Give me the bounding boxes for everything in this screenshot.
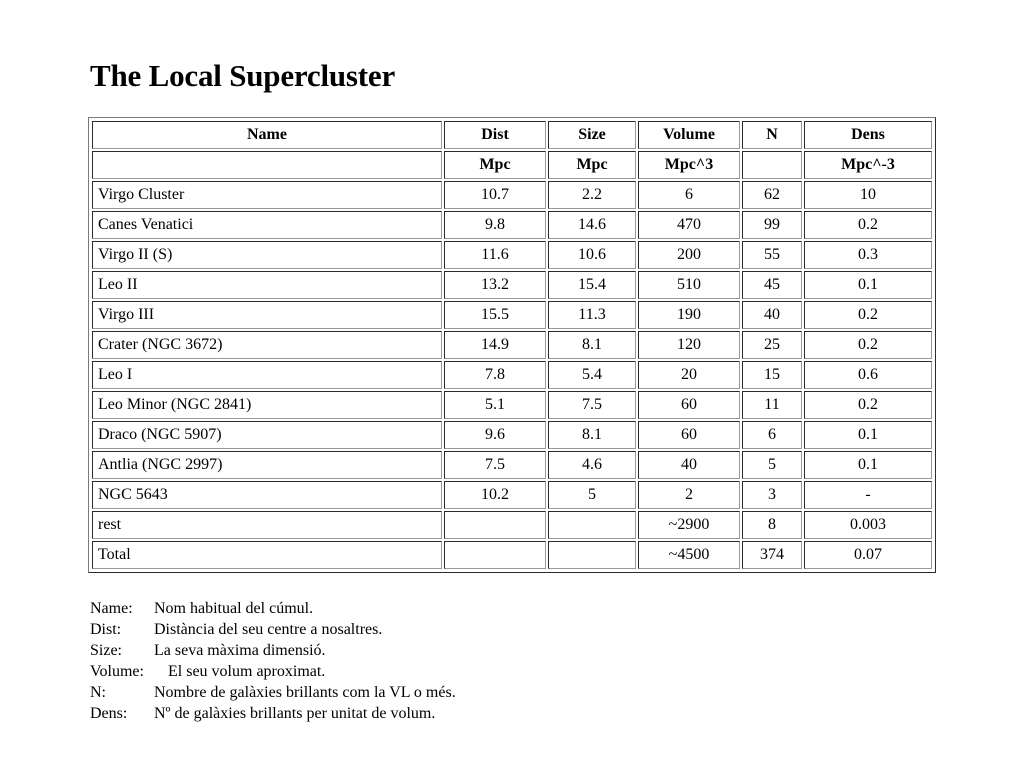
table-cell-dist <box>444 511 546 539</box>
table-cell-n: 8 <box>742 511 802 539</box>
table-row <box>92 181 932 209</box>
header-dens: Dens <box>804 121 932 149</box>
table-cell-size: 10.6 <box>548 241 636 269</box>
table-cell-name: Virgo Cluster <box>92 181 442 209</box>
table-cell-dens: 0.2 <box>804 301 932 329</box>
table-cell-size: 5.4 <box>548 361 636 389</box>
table-cell-dens: 0.1 <box>804 451 932 479</box>
legend-item <box>90 640 456 661</box>
table-cell-volume: 120 <box>638 331 740 359</box>
table-cell-dens: 0.2 <box>804 331 932 359</box>
table-cell-dist <box>444 541 546 569</box>
table-cell-volume: 6 <box>638 181 740 209</box>
header-volume: Volume <box>638 121 740 149</box>
table-cell-n: 55 <box>742 241 802 269</box>
table-row <box>92 331 932 359</box>
unit-dens: Mpc^-3 <box>804 151 932 179</box>
table-cell-volume: ~2900 <box>638 511 740 539</box>
table-cell-volume: 40 <box>638 451 740 479</box>
unit-size: Mpc <box>548 151 636 179</box>
table-cell-n: 374 <box>742 541 802 569</box>
table-cell-name: Leo I <box>92 361 442 389</box>
table-cell-dens: - <box>804 481 932 509</box>
table-cell-n: 45 <box>742 271 802 299</box>
table-row <box>92 241 932 269</box>
table-cell-size: 8.1 <box>548 331 636 359</box>
table-cell-name: Antlia (NGC 2997) <box>92 451 442 479</box>
table-cell-name: Virgo III <box>92 301 442 329</box>
legend-key: N: <box>90 684 106 701</box>
header-n: N <box>742 121 802 149</box>
table-cell-dist: 13.2 <box>444 271 546 299</box>
table-cell-dist: 10.7 <box>444 181 546 209</box>
table-cell-size: 8.1 <box>548 421 636 449</box>
table-cell-volume: 190 <box>638 301 740 329</box>
legend-text: Nº de galàxies brillants per unitat de volum. <box>154 705 436 722</box>
legend-text: Nom habitual del cúmul. <box>154 600 314 617</box>
legend-key: Name: <box>90 600 133 617</box>
table-row <box>92 511 932 539</box>
header-row <box>92 121 932 149</box>
table-cell-dist: 10.2 <box>444 481 546 509</box>
table-cell-name: Leo Minor (NGC 2841) <box>92 391 442 419</box>
table-row <box>92 271 932 299</box>
table-cell-name: rest <box>92 511 442 539</box>
table-row <box>92 451 932 479</box>
table-body <box>92 181 932 569</box>
table-cell-name: Draco (NGC 5907) <box>92 421 442 449</box>
table-cell-n: 62 <box>742 181 802 209</box>
table-cell-name: Crater (NGC 3672) <box>92 331 442 359</box>
table-row <box>92 361 932 389</box>
table-cell-name: NGC 5643 <box>92 481 442 509</box>
table-cell-dens: 0.2 <box>804 211 932 239</box>
table-cell-size <box>548 541 636 569</box>
table-cell-volume: 200 <box>638 241 740 269</box>
table-cell-size: 11.3 <box>548 301 636 329</box>
table-cell-n: 6 <box>742 421 802 449</box>
table-cell-dens: 0.2 <box>804 391 932 419</box>
table-cell-dens: 0.07 <box>804 541 932 569</box>
table-cell-name: Total <box>92 541 442 569</box>
legend-text: El seu volum aproximat. <box>168 663 326 680</box>
table-cell-volume: ~4500 <box>638 541 740 569</box>
table-cell-n: 99 <box>742 211 802 239</box>
legend-key: Volume: <box>90 663 144 680</box>
legend-text: Nombre de galàxies brillants com la VL o més. <box>154 684 456 701</box>
table-cell-dist: 14.9 <box>444 331 546 359</box>
table-row <box>92 211 932 239</box>
table-cell-name: Canes Venatici <box>92 211 442 239</box>
table-cell-dist: 7.5 <box>444 451 546 479</box>
supercluster-table <box>90 119 934 571</box>
table-cell-size: 14.6 <box>548 211 636 239</box>
table-cell-dist: 7.8 <box>444 361 546 389</box>
table-cell-n: 3 <box>742 481 802 509</box>
unit-volume: Mpc^3 <box>638 151 740 179</box>
page-title: The Local Supercluster <box>90 58 396 93</box>
table-cell-n: 5 <box>742 451 802 479</box>
table-cell-volume: 510 <box>638 271 740 299</box>
table-cell-volume: 20 <box>638 361 740 389</box>
table-cell-dens: 10 <box>804 181 932 209</box>
table-cell-volume: 470 <box>638 211 740 239</box>
header-name: Name <box>92 121 442 149</box>
table-cell-size <box>548 511 636 539</box>
table-row <box>92 391 932 419</box>
table-cell-n: 15 <box>742 361 802 389</box>
legend-key: Size: <box>90 642 122 659</box>
supercluster-table-frame <box>88 117 936 573</box>
table-cell-dist: 9.8 <box>444 211 546 239</box>
legend-item <box>90 682 456 703</box>
legend-key: Dens: <box>90 705 128 722</box>
table-cell-dist: 9.6 <box>444 421 546 449</box>
table-cell-dens: 0.1 <box>804 271 932 299</box>
legend-key: Dist: <box>90 621 122 638</box>
legend <box>90 598 456 724</box>
table-cell-size: 4.6 <box>548 451 636 479</box>
table-cell-volume: 60 <box>638 421 740 449</box>
table-cell-n: 25 <box>742 331 802 359</box>
table-row <box>92 541 932 569</box>
legend-text: Distància del seu centre a nosaltres. <box>154 621 383 638</box>
unit-name <box>92 151 442 179</box>
table-cell-size: 5 <box>548 481 636 509</box>
table-cell-name: Leo II <box>92 271 442 299</box>
legend-item <box>90 598 456 619</box>
table-cell-dens: 0.003 <box>804 511 932 539</box>
legend-item <box>90 619 456 640</box>
units-row <box>92 151 932 179</box>
table-cell-dist: 11.6 <box>444 241 546 269</box>
table-cell-dens: 0.3 <box>804 241 932 269</box>
table-row <box>92 481 932 509</box>
table-row <box>92 301 932 329</box>
unit-dist: Mpc <box>444 151 546 179</box>
table-cell-volume: 60 <box>638 391 740 419</box>
table-cell-dens: 0.6 <box>804 361 932 389</box>
table-cell-dist: 15.5 <box>444 301 546 329</box>
legend-item <box>90 661 456 682</box>
legend-text: La seva màxima dimensió. <box>154 642 326 659</box>
table-cell-dist: 5.1 <box>444 391 546 419</box>
table-cell-name: Virgo II (S) <box>92 241 442 269</box>
header-dist: Dist <box>444 121 546 149</box>
legend-item <box>90 703 456 724</box>
table-cell-size: 7.5 <box>548 391 636 419</box>
table-row <box>92 421 932 449</box>
table-cell-dens: 0.1 <box>804 421 932 449</box>
table-cell-size: 15.4 <box>548 271 636 299</box>
header-size: Size <box>548 121 636 149</box>
table-cell-size: 2.2 <box>548 181 636 209</box>
table-cell-volume: 2 <box>638 481 740 509</box>
unit-n <box>742 151 802 179</box>
table-cell-n: 11 <box>742 391 802 419</box>
table-cell-n: 40 <box>742 301 802 329</box>
